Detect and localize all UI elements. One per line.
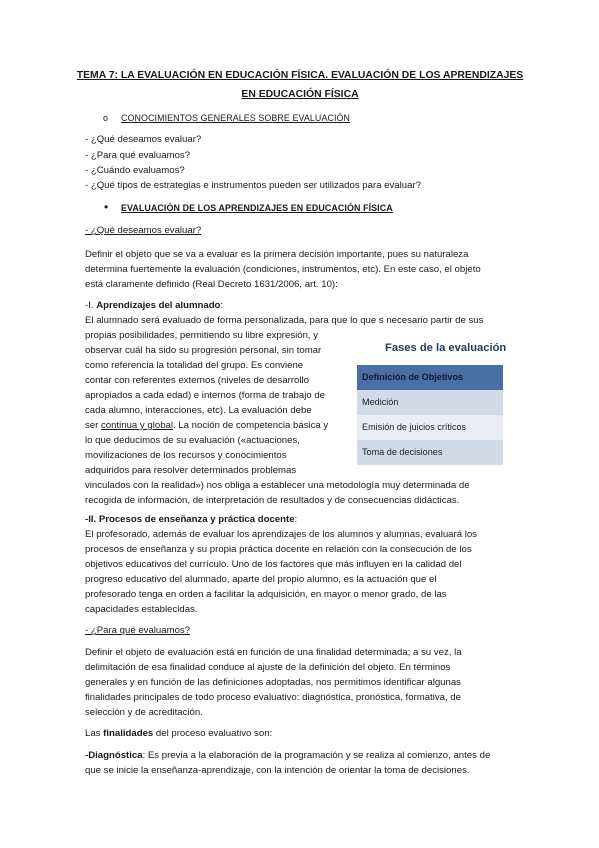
figure-row: Toma de decisiones (357, 440, 503, 465)
paragraph-line: apropiados a cada edad) e internos (forma de trabajo de (85, 390, 325, 401)
title-line-2: EN EDUCACIÓN FÍSICA (241, 89, 359, 100)
figure-row: Medición (357, 390, 503, 415)
paragraph-line: profesorado tenga en orden a facilitar la adquisición, en mayor o menor grado, de las (85, 589, 447, 600)
paragraph-line: adquiridos para resolver determinados problemas (85, 465, 297, 476)
bold-text: -Diagnóstica (85, 750, 143, 761)
text-span: . La noción de competencia básica y (173, 420, 329, 431)
q1-heading: - ¿Qué deseamos evaluar? (85, 225, 202, 236)
paragraph-line: selección y de acreditación. (85, 707, 203, 718)
paragraph-line: contar con referentes externos (niveles de desarrollo (85, 375, 309, 386)
paragraph-line: como referencia la totalidad del grupo. Es conviene (85, 360, 304, 371)
paragraph-line: determina fuertemente la evaluación (condiciones, instrumentos, etc). En este caso, el objeto (85, 264, 481, 275)
paragraph-line: propias posibilidades, permitiendo su libre expresión, y (85, 330, 319, 341)
paragraph-line: El alumnado será evaluado de forma personalizada, para que lo que s necesario partir de sus (85, 315, 484, 326)
paragraph-line: que se inicie la enseñanza-aprendizaje, con la intención de orientar la toma de decisiones. (85, 765, 470, 776)
text-span: : Es previa a la elaboración de la programación y se realiza al comienzo, antes de (142, 750, 491, 761)
figure-row: Definición de Objetivos (357, 365, 503, 390)
paragraph-line: delimitación de esa finalidad conduce al ajuste de la definición del objeto. En términos (85, 662, 451, 673)
question-item: - ¿Cuándo evaluamos? (85, 165, 185, 176)
paragraph-line: observar cuál ha sido su progresión personal, sin tomar (85, 345, 322, 356)
part1-label: Aprendizajes del alumnado (96, 300, 221, 311)
paragraph-line: Definir el objeto que se va a evaluar es la primera decisión importante, pues su naturaleza (85, 249, 469, 260)
paragraph-line: vinculados con la realidad») nos obliga a establecer una metodología muy determinada de (85, 480, 470, 491)
paragraph-line: lo que deducimos de su evaluación («actuaciones, (85, 435, 300, 446)
part1-heading (85, 299, 223, 312)
text-span: ser (85, 420, 101, 431)
paragraph-line: objetivos educativos del currículo. Uno de los factores que más influyen en la calidad del (85, 559, 462, 570)
bold-text: finalidades (103, 728, 154, 739)
section2-heading: EVALUACIÓN DE LOS APRENDIZAJES EN EDUCACIÓN FÍSICA (121, 203, 393, 213)
part2-suffix: : (294, 514, 298, 525)
question-item: - ¿Qué deseamos evaluar? (85, 134, 202, 145)
bullet-icon: • (104, 200, 109, 214)
part2-label: -II. Procesos de enseñanza y práctica docente (85, 514, 295, 525)
paragraph-line: El profesorado, además de evaluar los aprendizajes de los alumnos y alumnas, evaluará los (85, 529, 477, 540)
question-item: - ¿Para qué evaluamos? (85, 150, 191, 161)
paragraph-line (85, 419, 328, 432)
paragraph-line (85, 727, 272, 740)
question-item: - ¿Qué tipos de estrategias e instrumentos pueden ser utilizados para evaluar? (85, 180, 421, 191)
paragraph-line: está claramente definido (Real Decreto 1631/2006, art. 10): (85, 279, 338, 290)
q2-heading: - ¿Para qué evaluamos? (85, 625, 191, 636)
paragraph-line: Definir el objeto de evaluación está en función de una finalidad determinada; a su vez, la (85, 647, 462, 658)
paragraph-line: progreso educativo del alumnado, aparte del propio alumno, es la actuación que el (85, 574, 437, 585)
part1-suffix: : (220, 300, 224, 311)
hollow-bullet-icon: o (103, 113, 109, 123)
underlined-text: continua y global (101, 420, 174, 431)
paragraph-line: recogida de información, de interpretación de resultados y de consecuencias didácticas. (85, 495, 460, 506)
figure-title: Fases de la evaluación (385, 342, 507, 354)
paragraph-line: procesos de enseñanza y su propia práctica docente en relación con la consecución de los (85, 544, 472, 555)
paragraph-line: cada alumno, interacciones, etc). La evaluación debe (85, 405, 312, 416)
paragraph-line: movilizaciones de los recursos y conocimientos (85, 450, 287, 461)
title-line-1: TEMA 7: LA EVALUACIÓN EN EDUCACIÓN FÍSICA. EVALUACIÓN DE LOS APRENDIZAJES (76, 70, 524, 81)
part2-heading (85, 513, 297, 526)
paragraph-line: finalidades principales de todo proceso evaluativo: diagnóstica, pronóstica, formativa, de (85, 692, 461, 703)
paragraph-line: capacidades establecidas. (85, 604, 198, 615)
text-span: Las (85, 728, 104, 739)
figure-row: Emisión de juicios críticos (357, 415, 503, 440)
paragraph-line (85, 749, 490, 762)
section1-heading: CONOCIMIENTOS GENERALES SOBRE EVALUACIÓN (121, 113, 351, 123)
part1-prefix: -I. (85, 300, 97, 311)
paragraph-line: generales y en función de las definiciones adoptadas, nos permitimos identificar algunas (85, 677, 461, 688)
text-span: del proceso evaluativo son: (153, 728, 273, 739)
